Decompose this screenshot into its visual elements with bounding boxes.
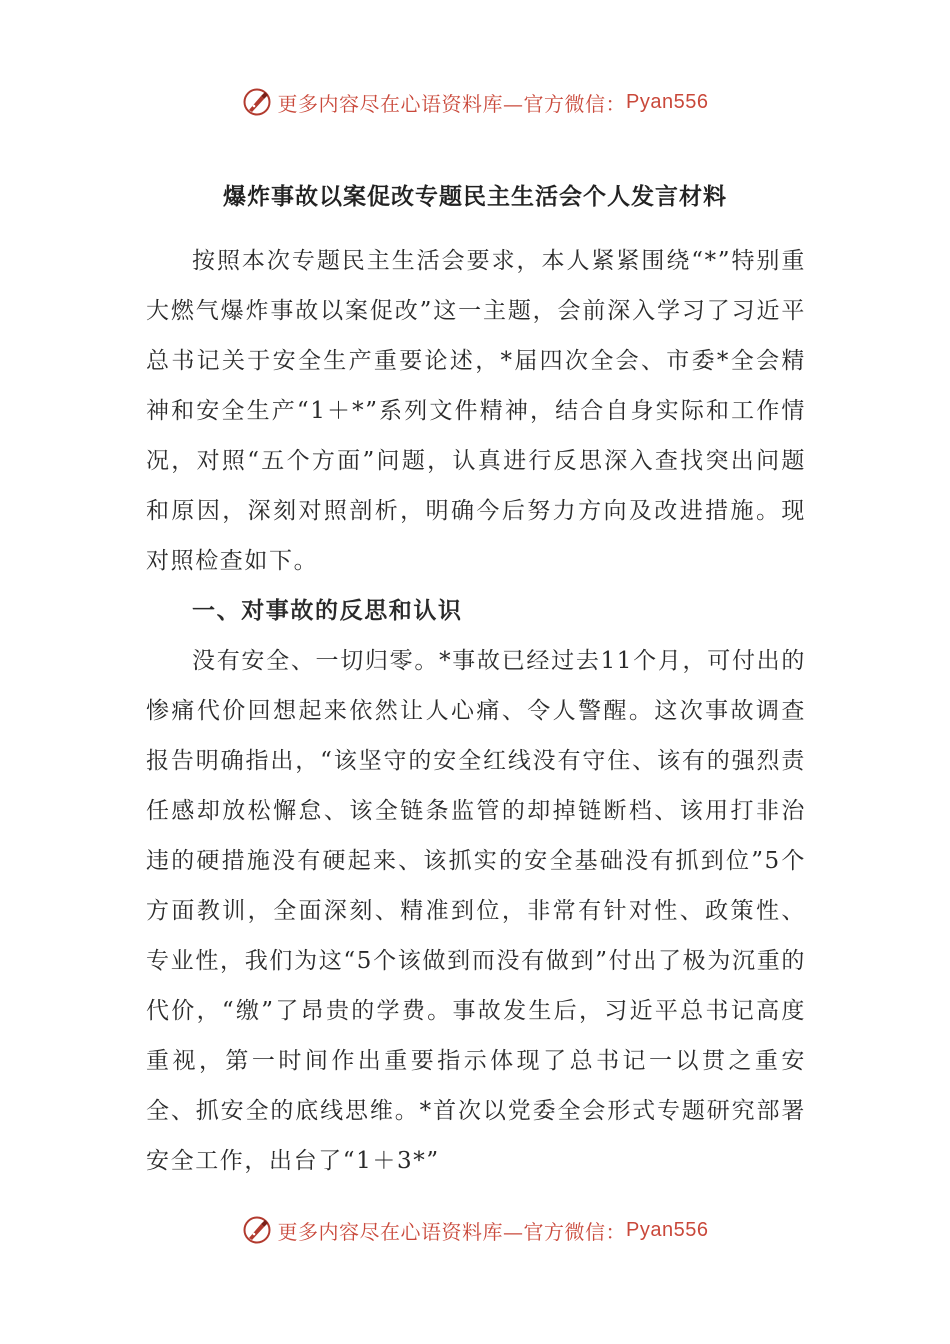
section-heading-1: 一、对事故的反思和认识 [192, 597, 463, 624]
pen-nib-icon [242, 1215, 272, 1245]
banner-wechat-id: Pyan556 [626, 90, 709, 113]
document-title: 爆炸事故以案促改专题民主生活会个人发言材料 [223, 183, 727, 210]
pen-nib-icon [242, 87, 272, 117]
paragraph-intro: 按照本次专题民主生活会要求，本人紧紧围绕“*”特别重大燃气爆炸事故以案促改”这一主题，会前深入学习了习近平总书记关于安全生产重要论述，*届四次全会、市委*全会精神和安全生产“1＋*”系列文件精神，结合自身实际和工作情况，对照“五个方面”问题，认真进行反思深入查找突出问题和原因，深刻对照剖析，明确今后努力方向及改进措施。现对照检查如下。 [146, 248, 806, 574]
footer-banner [0, 1210, 950, 1250]
banner-text: 更多内容尽在心语资料库—官方微信： [277, 1219, 627, 1244]
banner-text: 更多内容尽在心语资料库—官方微信： [277, 91, 627, 116]
paragraph-reflection: 没有安全、一切归零。*事故已经过去11个月，可付出的惨痛代价回想起来依然让人心痛、令人警醒。这次事故调查报告明确指出，“该坚守的安全红线没有守住、该有的强烈责任感却放松懈怠、该全链条监管的却掉链断档、该用打非治违的硬措施没有硬起来、该抓实的安全基础没有抓到位”5个方面教训，全面深刻、精准到位，非常有针对性、政策性、专业性，我们为这“5个该做到而没有做到”付出了极为沉重的代价，“缴”了昂贵的学费。事故发生后，习近平总书记高度重视，第一时间作出重要指示体现了总书记一以贯之重安全、抓安全的底线思维。*首次以党委全会形式专题研究部署安全工作，出台了“1＋3*” [146, 648, 806, 1174]
document-body [146, 236, 806, 1186]
header-banner [0, 82, 950, 122]
banner-wechat-id: Pyan556 [626, 1218, 709, 1241]
